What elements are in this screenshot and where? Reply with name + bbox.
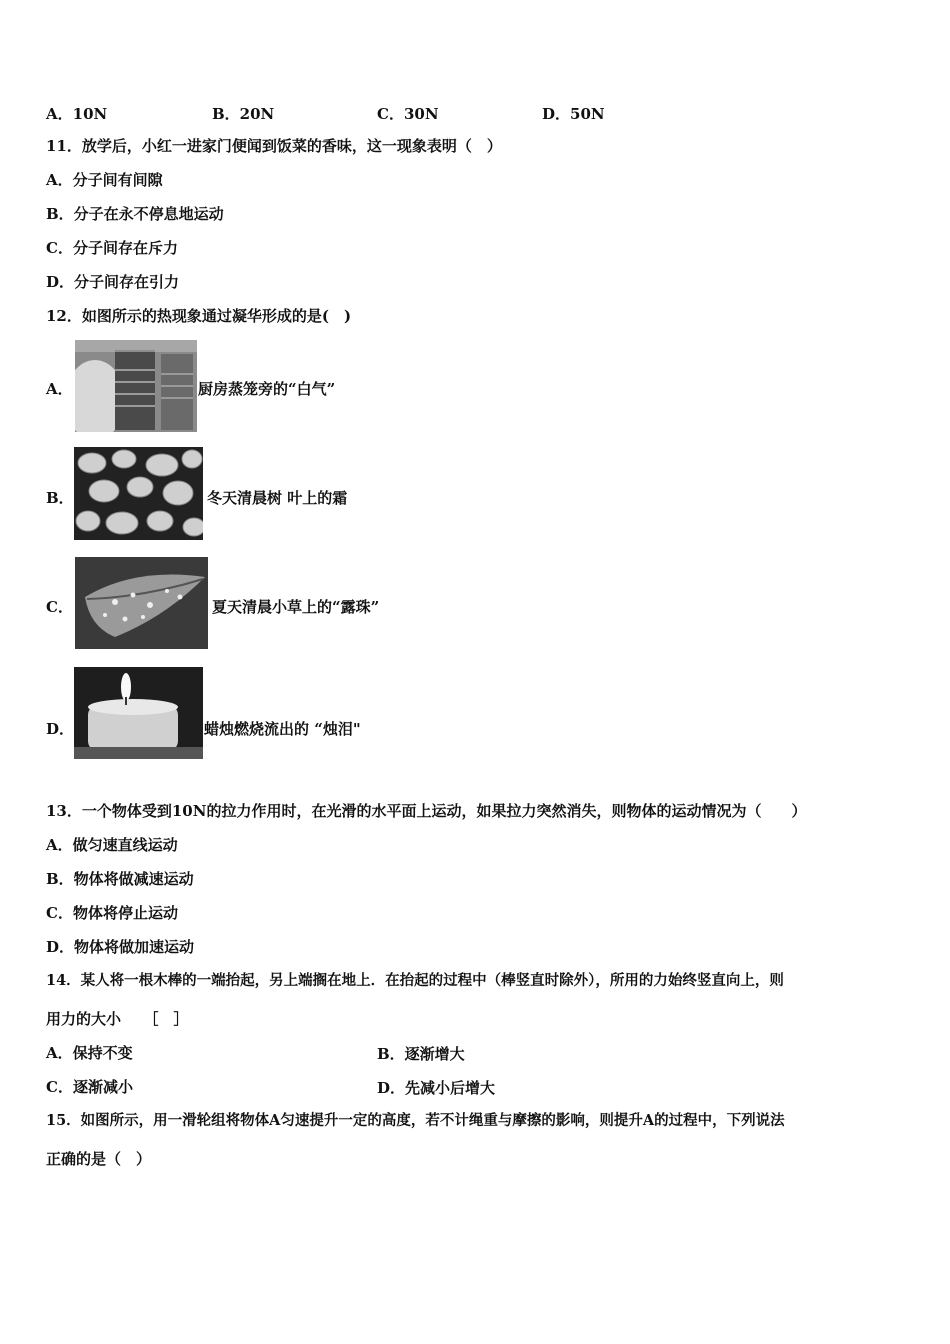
q12-option-d-letter: D． [46, 720, 75, 738]
q14-stem-line2: 用力的大小 ［ ］ [46, 1010, 189, 1028]
q10-option-d: D．50N [542, 105, 605, 123]
candle-photo [74, 667, 203, 759]
q12-option-b-caption: 冬天清晨树 叶上的霜 [207, 489, 348, 507]
q13-stem: 13．一个物体受到10N的拉力作用时，在光滑的水平面上运动，如果拉力突然消失，则物体的运动情况为（ ） [46, 802, 807, 820]
steamer-photo [75, 340, 197, 432]
q13-option-c: C．物体将停止运动 [46, 904, 178, 922]
q12-option-a-caption: 厨房蒸笼旁的“白气” [198, 380, 336, 398]
frost-leaves-photo [74, 447, 203, 540]
q11-option-d: D．分子间存在引力 [46, 273, 180, 291]
q15-stem-line2: 正确的是（ ） [46, 1150, 152, 1168]
q12-option-c-caption: 夏天清晨小草上的“露珠” [212, 598, 380, 616]
q15-stem-line1: 15．如图所示，用一滑轮组将物体A匀速提升一定的高度，若不计绳重与摩擦的影响，则提升A的过程中，下列说法 [46, 1112, 785, 1129]
q12-option-b-letter: B． [46, 489, 74, 507]
q12-option-c-letter: C． [46, 598, 73, 616]
q12-stem: 12．如图所示的热现象通过凝华形成的是( ) [46, 307, 352, 325]
q10-option-b: B．20N [212, 105, 275, 123]
q10-option-c: C．30N [377, 105, 439, 123]
q11-option-a: A．分子间有间隙 [46, 171, 163, 189]
dew-leaf-photo [75, 557, 208, 649]
q14-stem-line1: 14．某人将一根木棒的一端抬起，另上端搁在地上．在抬起的过程中（棒竖直时除外），所用的力始终竖直向上，则 [46, 972, 784, 989]
q13-option-d: D．物体将做加速运动 [46, 938, 195, 956]
q13-option-b: B．物体将做减速运动 [46, 870, 194, 888]
q11-option-c: C．分子间存在斥力 [46, 239, 178, 257]
q11-option-b: B．分子在永不停息地运动 [46, 205, 224, 223]
q11-stem: 11．放学后，小红一进家门便闻到饭菜的香味，这一现象表明（ ） [46, 137, 502, 155]
q12-option-d-caption: 蜡烛燃烧流出的 “烛泪" [204, 720, 361, 738]
q14-option-b: B．逐渐增大 [377, 1045, 465, 1063]
q10-option-a: A．10N [46, 105, 108, 123]
q14-option-c: C．逐渐减小 [46, 1078, 133, 1096]
q13-option-a: A．做匀速直线运动 [46, 836, 178, 854]
q14-option-a: A．保持不变 [46, 1044, 133, 1062]
q12-option-a-letter: A． [46, 380, 73, 398]
q14-option-d: D．先减小后增大 [377, 1079, 496, 1097]
